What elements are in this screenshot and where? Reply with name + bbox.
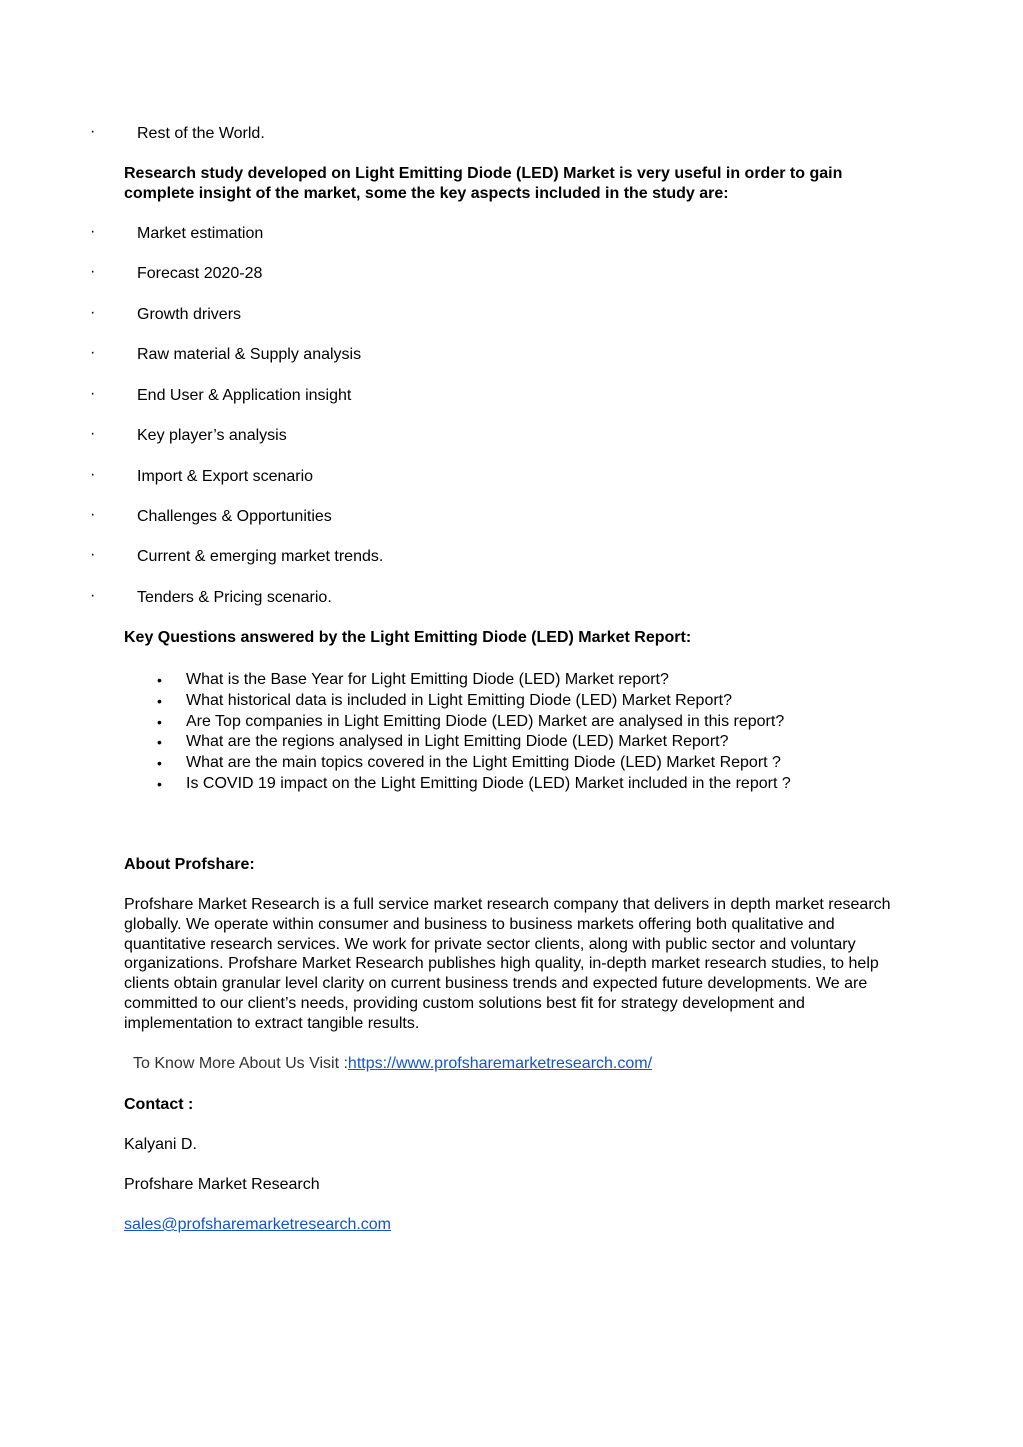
bullet-dot: · xyxy=(90,304,96,321)
aspect-label: Forecast 2020-28 xyxy=(137,265,263,282)
about-paragraph: Profshare Market Research is a full service market research company that delivers in depth market research globally. We operate within consumer and business to business markets offering both qualitative and quantitative research services. We work for private sector clients, along with public sector and voluntary organizations. Profshare Market Research publishes high quality, in-depth market research studies, to help clients obtain granular level clarity on current business trends and expected future developments. We are committed to our client’s needs, providing custom solutions best fit for strategy development and implementation to extract tangible results. xyxy=(124,896,891,1032)
contact-company: Profshare Market Research xyxy=(124,1176,320,1193)
question-text: What is the Base Year for Light Emitting Diode (LED) Market report? xyxy=(186,671,669,688)
question-text: What are the regions analysed in Light Emitting Diode (LED) Market Report? xyxy=(186,733,729,751)
website-link[interactable]: https://www.profsharemarketresearch.com/ xyxy=(347,1055,653,1072)
bullet-dot: • xyxy=(157,734,162,751)
aspect-label: Current & emerging market trends. xyxy=(137,548,384,565)
contact-email-line xyxy=(124,1215,904,1235)
bullet-dot: · xyxy=(90,425,96,442)
contact-name: Kalyani D. xyxy=(124,1136,197,1153)
aspect-label: Key player’s analysis xyxy=(137,427,287,444)
bullet-dot: · xyxy=(90,223,96,240)
aspect-label: Tenders & Pricing scenario. xyxy=(137,589,332,606)
visit-prefix: To Know More About Us Visit : xyxy=(133,1055,348,1072)
aspect-label: Challenges & Opportunities xyxy=(137,508,332,525)
key-questions-heading: Key Questions answered by the Light Emitting Diode (LED) Market Report: xyxy=(124,629,692,646)
bullet-dot: • xyxy=(157,775,162,792)
question-item xyxy=(124,753,904,774)
question-text: What historical data is included in Light Emitting Diode (LED) Market Report? xyxy=(186,691,733,709)
visit-line xyxy=(133,1054,913,1074)
bullet-dot: · xyxy=(90,506,96,523)
question-text: Are Top companies in Light Emitting Diode (LED) Market are analysed in this report? xyxy=(186,712,785,730)
contact-heading: Contact : xyxy=(124,1096,194,1113)
research-heading: Research study developed on Light Emitting Diode (LED) Market is very useful in order to gain complete insight of the market, some the key aspects included in the study are: xyxy=(124,165,843,202)
bullet-dot: • xyxy=(157,692,162,709)
aspect-label: End User & Application insight xyxy=(137,387,352,404)
questions-list xyxy=(124,670,904,795)
bullet-dot: · xyxy=(90,587,96,604)
bullet-dot: · xyxy=(90,263,96,280)
bullet-dot: · xyxy=(90,466,96,483)
aspect-label: Market estimation xyxy=(137,225,264,242)
question-item xyxy=(124,732,904,753)
question-text: What are the main topics covered in the Light Emitting Diode (LED) Market Report ? xyxy=(186,754,781,772)
question-item xyxy=(124,712,904,733)
bullet-dot: · xyxy=(90,123,96,140)
about-heading: About Profshare: xyxy=(124,856,255,873)
bullet-dot: · xyxy=(90,385,96,402)
bullet-dot: · xyxy=(90,344,96,361)
aspect-label: Raw material & Supply analysis xyxy=(137,346,362,363)
bullet-dot: · xyxy=(90,546,96,563)
bullet-dot: • xyxy=(157,755,162,772)
region-label: Rest of the World. xyxy=(137,125,265,142)
bullet-dot: • xyxy=(157,713,162,730)
aspect-label: Growth drivers xyxy=(137,306,242,323)
aspect-label: Import & Export scenario xyxy=(137,468,314,485)
question-item xyxy=(124,691,904,712)
question-text: Is COVID 19 impact on the Light Emitting Diode (LED) Market included in the report ? xyxy=(186,774,791,792)
question-item xyxy=(124,670,904,691)
bullet-dot: • xyxy=(157,672,162,688)
email-link[interactable]: sales@profsharemarketresearch.com xyxy=(124,1216,392,1233)
question-item xyxy=(124,774,904,795)
